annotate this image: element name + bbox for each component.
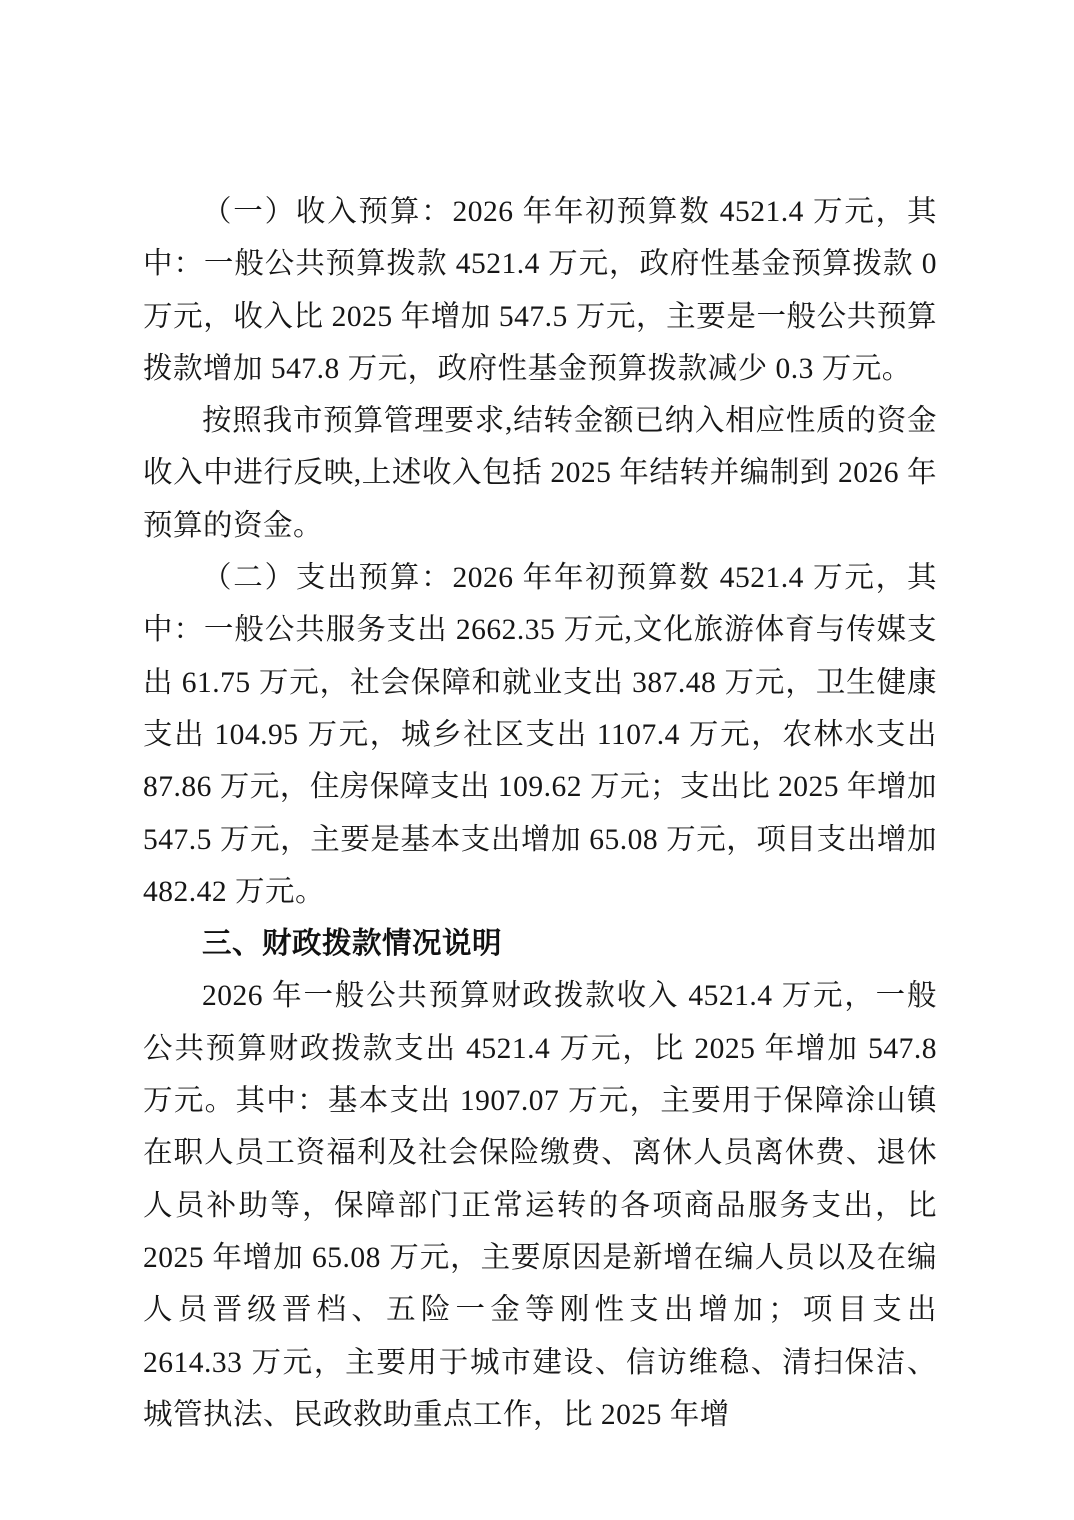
paragraph-carryover-note xyxy=(143,395,937,552)
carryover-note-text: 按照我市预算管理要求,结转金额已纳入相应性质的资金收入中进行反映,上述收入包括 2025 年结转并编制到 2026 年预算的资金。 xyxy=(143,405,937,542)
expenditure-budget-label: （二）支出预算： xyxy=(202,562,453,595)
income-budget-text: 2026 年年初预算数 4521.4 万元，其中：一般公共预算拨款 4521.4 万元，政府性基金预算拨款 0 万元，收入比 2025 年增加 547.5 万元，主要是一般公共预算拨款增加 547.8 万元，政府性基金预算拨款减少 0.3 万元。 xyxy=(143,196,937,385)
paragraph-expenditure-budget xyxy=(143,552,937,918)
paragraph-income-budget xyxy=(143,186,937,395)
paragraph-fiscal-allocation-detail xyxy=(143,970,937,1441)
expenditure-budget-text: 2026 年年初预算数 4521.4 万元，其中：一般公共服务支出 2662.35 万元,文化旅游体育与传媒支出 61.75 万元，社会保障和就业支出 387.48 万元，卫生健康支出 104.95 万元，城乡社区支出 1107.4 万元，农林水支出 87.86 万元，住房保障支出 109.62 万元；支出比 2025 年增加 547.5 万元，主要是基本支出增加 65.08 万元，项目支出增加 482.42 万元。 xyxy=(143,562,937,908)
income-budget-label: （一）收入预算： xyxy=(202,196,453,228)
fiscal-allocation-detail-text: 2026 年一般公共预算财政拨款收入 4521.4 万元，一般公共预算财政拨款支出 4521.4 万元，比 2025 年增加 547.8 万元。其中：基本支出 1907.07 万元，主要用于保障涂山镇在职人员工资福利及社会保险缴费、离休人员离休费、退休人员补助等，保障部门正常运转的各项商品服务支出，比 2025 年增加 65.08 万元，主要原因是新增在编人员以及在编人员晋级晋档、五险一金等刚性支出增加；项目支出 2614.33 万元，主要用于城市建设、信访维稳、清扫保洁、城管执法、民政救助重点工作，比 2025 年增 xyxy=(143,980,937,1431)
section-heading-fiscal-allocation: 三、财政拨款情况说明 xyxy=(202,927,503,961)
document-body xyxy=(143,186,937,1441)
